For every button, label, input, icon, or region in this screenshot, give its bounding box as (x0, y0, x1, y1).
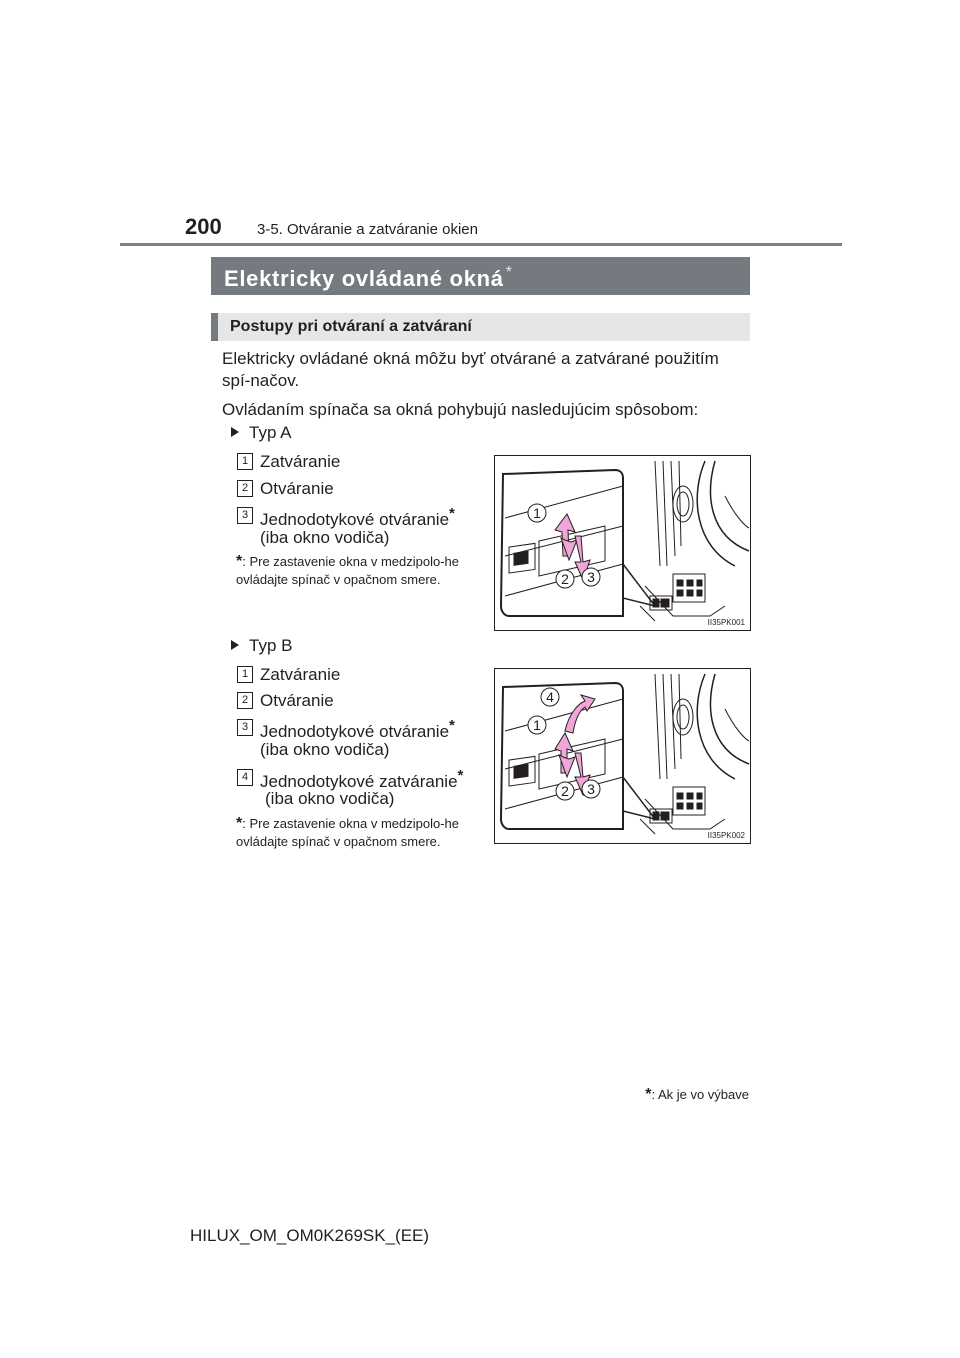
type-b-note-text: : Pre zastavenie okna v medzipolo-he ovládajte spínač v opačnom smere. (236, 816, 460, 849)
figure-a-label-3: 3 (587, 569, 595, 585)
type-a-heading-text: Typ A (249, 423, 292, 442)
switch-illustration-a (495, 456, 750, 630)
type-b-item-2-label: Otváranie (260, 691, 334, 710)
type-a-note-star: * (236, 553, 243, 570)
type-b-item-1-number: 1 (237, 666, 253, 683)
type-b-heading-text: Typ B (249, 636, 293, 655)
type-a-note-body (236, 553, 486, 589)
type-a-item-1-number: 1 (237, 453, 253, 470)
figure-a-label-1: 1 (533, 505, 541, 521)
type-b-note-star: * (236, 815, 243, 832)
type-a-item-3-label (260, 505, 455, 530)
figure-b-label-2: 2 (561, 783, 569, 799)
type-a-item-2-label: Otváranie (260, 479, 334, 498)
figure-b-code: II35PK002 (707, 831, 745, 840)
page-number: 200 (185, 214, 222, 239)
type-a-item-3-number: 3 (237, 507, 253, 524)
intro-paragraph-1: Elektricky ovládané okná môžu byť otvárané a zatvárané použitím spí-načov. (222, 349, 719, 390)
subtitle-bar (211, 313, 750, 341)
type-a-item-3-sub: (iba okno vodiča) (260, 528, 390, 547)
type-b-item-3-number: 3 (237, 719, 253, 736)
subtitle: Postupy pri otváraní a zatváraní (230, 318, 472, 335)
title-star: * (505, 264, 513, 281)
intro-paragraph-2: Ovládaním spínača sa okná pohybujú nasledujúcim spôsobom: (222, 400, 699, 419)
type-a-note-text: : Pre zastavenie okna v medzipolo-he ovládajte spínač v opačnom smere. (236, 554, 460, 587)
section-title: 3-5. Otváranie a zatváranie okien (257, 221, 478, 238)
figure-b-label-4: 4 (546, 689, 554, 705)
figure-a-label-2: 2 (561, 571, 569, 587)
type-a-item-2-number: 2 (237, 480, 253, 497)
type-b-item-4-number: 4 (237, 769, 253, 786)
title-bar (211, 257, 750, 295)
page-title-text: Elektricky ovládané okná (224, 266, 504, 291)
figure-b-label-1: 1 (533, 717, 541, 733)
page-title (224, 264, 513, 292)
header-divider (120, 243, 842, 246)
type-b-heading (231, 636, 292, 656)
document-code: HILUX_OM_OM0K269SK_(EE) (190, 1226, 430, 1245)
type-b-item-3-star: * (449, 717, 455, 734)
type-b-item-3-label (260, 717, 455, 742)
type-b-item-3-sub: (iba okno vodiča) (260, 740, 390, 759)
type-b-item-4-text: Jednodotykové zatváranie (260, 772, 458, 791)
type-b-item-3-text: Jednodotykové otváranie (260, 722, 450, 741)
type-b-item-2-number: 2 (237, 692, 253, 709)
figure-a-code: II35PK001 (707, 618, 745, 627)
footer-star: * (645, 1086, 652, 1103)
type-b-note-body (236, 815, 486, 851)
switch-illustration-b (495, 669, 750, 843)
type-b-item-4-star: * (457, 767, 464, 784)
subtitle-accent (211, 313, 218, 341)
figure-type-a (494, 455, 751, 631)
type-a-heading (231, 423, 292, 443)
type-b-note (236, 815, 486, 851)
type-b-item-4-sub: (iba okno vodiča) (265, 789, 395, 808)
figure-type-b (494, 668, 751, 844)
figure-b-label-3: 3 (587, 781, 595, 797)
triangle-bullet-icon (231, 640, 239, 650)
type-a-note (236, 553, 486, 589)
footer-note (640, 1086, 749, 1104)
type-b-item-1-label: Zatváranie (260, 665, 341, 684)
type-a-item-3-text: Jednodotykové otváranie (260, 510, 450, 529)
type-a-item-1-label: Zatváranie (260, 452, 341, 471)
footer-note-text: : Ak je vo výbave (651, 1087, 749, 1102)
triangle-bullet-icon (231, 427, 239, 437)
type-a-item-3-star: * (449, 505, 455, 522)
